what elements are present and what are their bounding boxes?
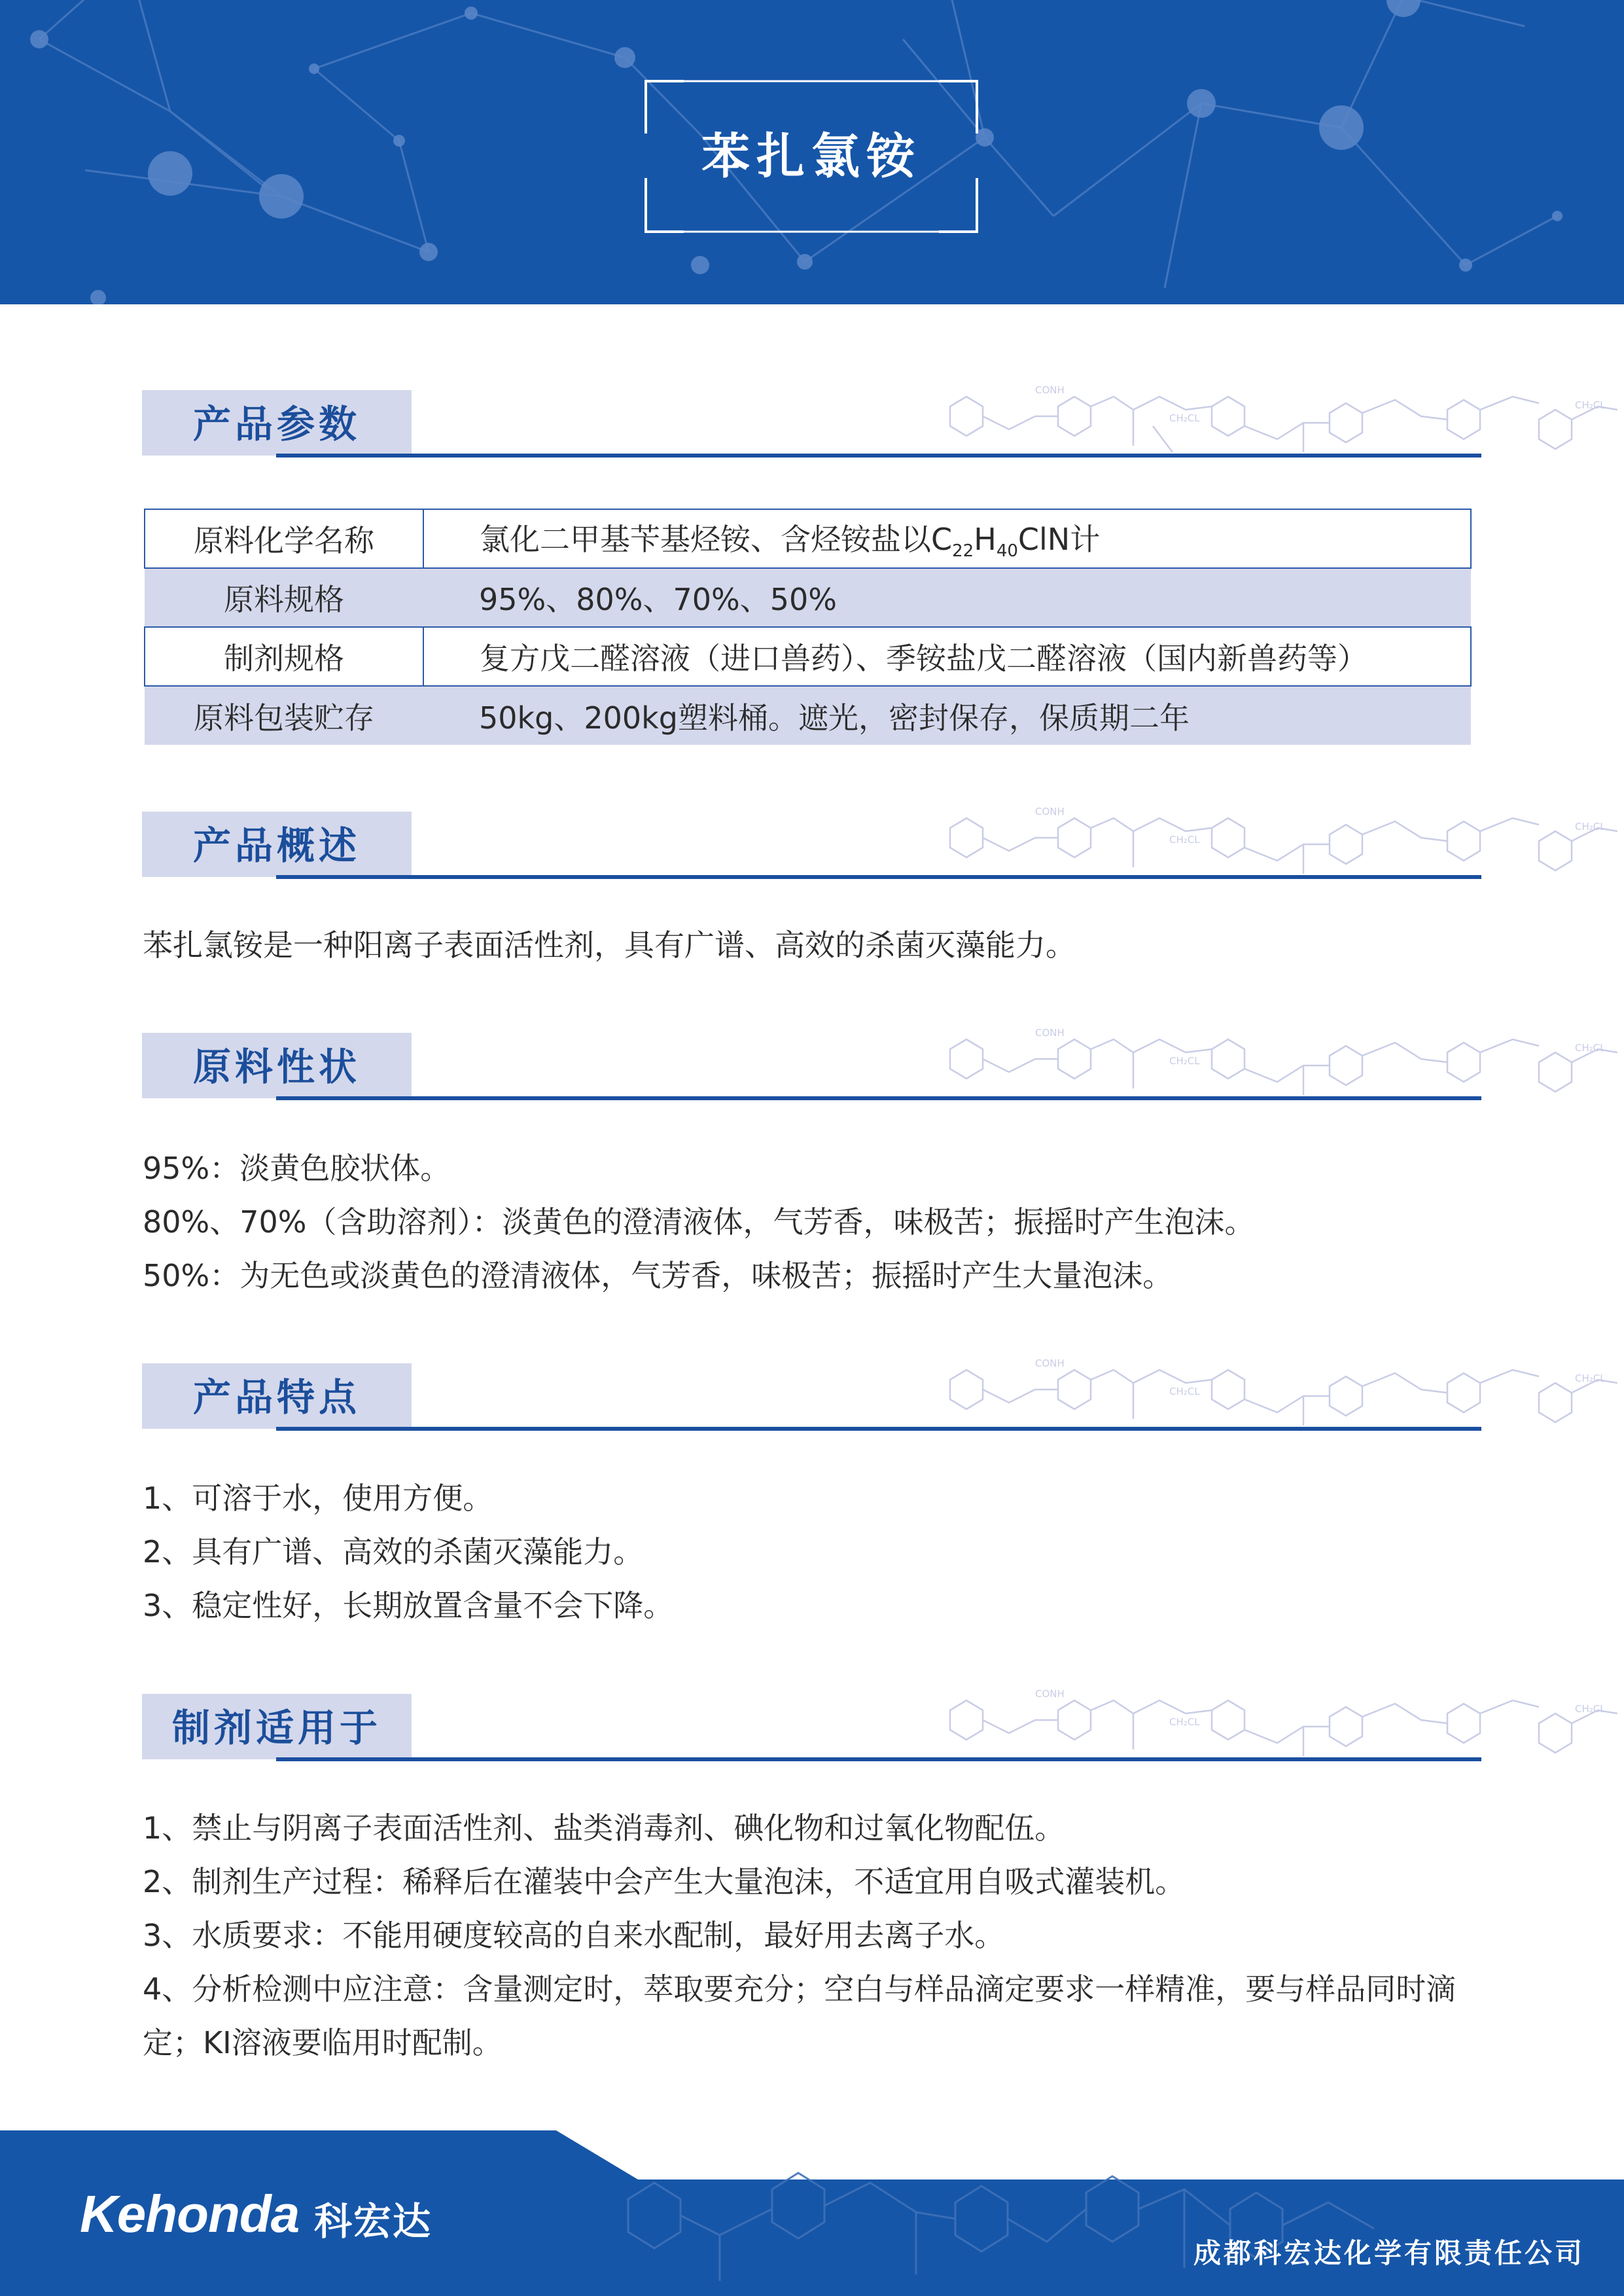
molecule-structure-decoration (937, 1350, 1617, 1429)
usage-line: 4、分析检测中应注意：含量测定时，萃取要充分；空白与样品滴定要求一样精准，要与样品同时滴定；KI溶液要临用时配制。 (143, 1971, 1456, 2060)
molecule-label: CONH (1035, 1027, 1065, 1039)
section-tab (142, 390, 412, 456)
state-line: 95%：淡黄色胶状体。 (143, 1151, 451, 1186)
table-row (145, 686, 1471, 745)
usage-line: 3、水质要求：不能用硬度较高的自来水配制，最好用去离子水。 (143, 1918, 1005, 1953)
section-tab (142, 1694, 412, 1759)
overview-paragraph: 苯扎氯铵是一种阳离子表面活性剂，具有广谱、高效的杀菌灭藻能力。 (143, 927, 1076, 963)
section-underline (276, 1096, 1481, 1100)
overview-text-block (143, 918, 1504, 972)
molecule-structure-decoration (937, 377, 1617, 456)
section-heading-state (142, 1027, 1606, 1105)
table-row (145, 627, 1471, 686)
section-underline (276, 454, 1481, 457)
molecule-label: CH₂CL (1575, 821, 1606, 833)
feature-line: 1、可溶于水，使用方便。 (143, 1480, 493, 1516)
param-value: 95%、80%、70%、50% (423, 568, 1471, 627)
section-underline (276, 1427, 1481, 1431)
state-text-block (143, 1141, 1504, 1302)
usage-text-block (143, 1801, 1491, 2070)
product-title: 苯扎氯铵 (701, 128, 921, 185)
section-heading-params (142, 384, 1606, 462)
company-name: 成都科宏达化学有限责任公司 (1193, 2237, 1585, 2269)
section-heading-overview (142, 806, 1606, 884)
parameter-table (144, 509, 1472, 745)
param-value: 复方戊二醛溶液（进口兽药）、季铵盐戊二醛溶液（国内新兽药等） (423, 627, 1471, 686)
section-tab (142, 1033, 412, 1098)
section-title: 原料性状 (192, 1045, 361, 1089)
footer-band (0, 2130, 1624, 2296)
molecule-label: CONH (1035, 384, 1065, 396)
section-tab (142, 1363, 412, 1429)
molecule-label: CH₂CL (1575, 1042, 1606, 1054)
usage-line: 1、禁止与阴离子表面活性剂、盐类消毒剂、碘化物和过氧化物配伍。 (143, 1810, 1065, 1846)
molecule-label: CONH (1035, 806, 1065, 817)
brand-logo-latin: Kehonda (80, 2185, 300, 2243)
table-row (145, 509, 1471, 568)
molecule-label: CONH (1035, 1688, 1065, 1700)
brand-logo-chinese: 科宏达 (314, 2199, 432, 2244)
header-banner (0, 0, 1624, 304)
molecule-label: CH₂CL (1169, 412, 1200, 424)
table-row (145, 568, 1471, 627)
molecule-label: CH₂CL (1575, 399, 1606, 411)
section-title: 制剂适用于 (171, 1706, 381, 1750)
param-key: 原料化学名称 (145, 509, 423, 568)
param-key: 制剂规格 (145, 627, 423, 686)
molecule-label: CH₂CL (1169, 834, 1200, 846)
section-heading-features (142, 1357, 1606, 1435)
features-text-block (143, 1471, 1504, 1632)
feature-line: 3、稳定性好，长期放置含量不会下降。 (143, 1588, 674, 1623)
section-heading-usage (142, 1688, 1606, 1766)
param-value: 氯化二甲基苄基烃铵、含烃铵盐以$C_{22}H_{40}ClN$计 (423, 509, 1471, 568)
molecule-structure-decoration (937, 1681, 1617, 1759)
product-title-frame (644, 80, 978, 233)
molecule-label: CH₂CL (1169, 1386, 1200, 1397)
molecule-label: CONH (1035, 1357, 1065, 1369)
section-tab (142, 812, 412, 877)
molecule-structure-decoration (937, 798, 1617, 877)
molecule-label: CH₂CL (1169, 1055, 1200, 1067)
molecule-label: CH₂CL (1575, 1703, 1606, 1715)
param-value: 50kg、200kg塑料桶。遮光，密封保存，保质期二年 (423, 686, 1471, 745)
section-title: 产品概述 (192, 823, 361, 868)
feature-line: 2、具有广谱、高效的杀菌灭藻能力。 (143, 1534, 644, 1570)
molecule-label: CH₂CL (1169, 1716, 1200, 1728)
section-title: 产品参数 (192, 402, 361, 446)
state-line: 50%：为无色或淡黄色的澄清液体，气芳香，味极苦；振摇时产生大量泡沫。 (143, 1258, 1173, 1293)
molecule-label: CH₂CL (1575, 1372, 1606, 1384)
molecule-structure-decoration (937, 1020, 1617, 1098)
section-underline (276, 1757, 1481, 1761)
param-key: 原料包装贮存 (145, 686, 423, 745)
usage-line: 2、制剂生产过程：稀释后在灌装中会产生大量泡沫，不适宜用自吸式灌装机。 (143, 1864, 1186, 1899)
section-underline (276, 875, 1481, 879)
section-title: 产品特点 (192, 1375, 361, 1420)
state-line: 80%、70%（含助溶剂）：淡黄色的澄清液体，气芳香，味极苦；振摇时产生泡沫。 (143, 1204, 1255, 1240)
param-key: 原料规格 (145, 568, 423, 627)
